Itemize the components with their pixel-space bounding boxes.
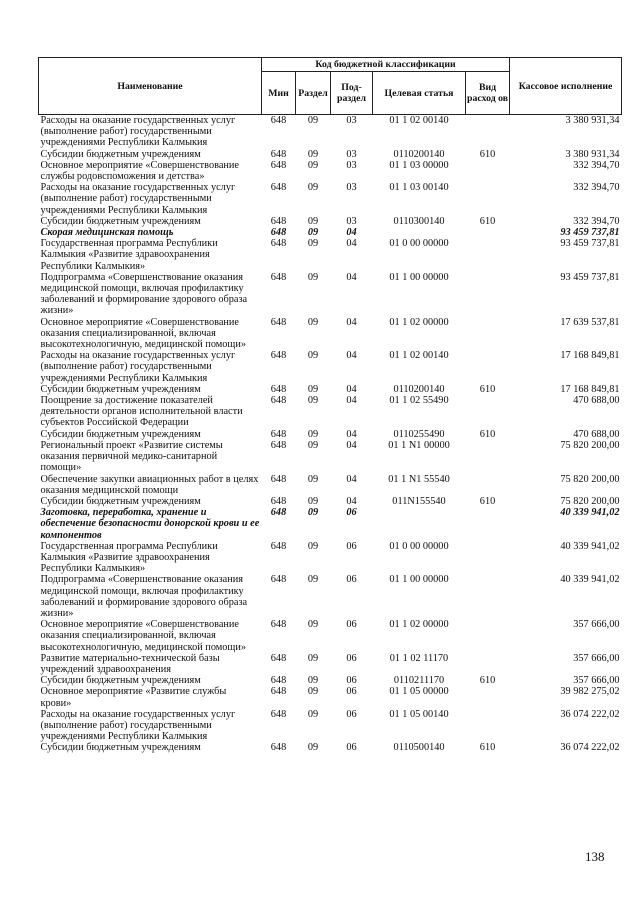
cell-target: 0110200140 xyxy=(393,383,445,395)
cell-vid xyxy=(466,541,510,575)
header-podrazdel: Под- раздел xyxy=(331,72,373,115)
cell-podrazdel: 03 xyxy=(346,159,357,171)
cell-razdel: 09 xyxy=(307,316,319,328)
cell-name: Расходы на оказание государственных услуг (выполнение работ) государственными учреждениями Республики Калмыкия xyxy=(40,182,236,216)
cell-amount: 75 820 200,00 xyxy=(560,473,620,485)
cell-razdel: 09 xyxy=(307,350,319,362)
cell-amount: 470 688,00 xyxy=(573,428,620,440)
cell-amount: 357 666,00 xyxy=(573,619,620,631)
cell-target: 01 1 02 55490 xyxy=(389,395,449,407)
cell-vid xyxy=(466,686,510,708)
cell-target: 0110211170 xyxy=(393,675,445,687)
cell-razdel: 09 xyxy=(307,395,319,407)
cell-podrazdel: 04 xyxy=(346,495,357,507)
cell-razdel: 09 xyxy=(307,238,319,250)
cell-vid xyxy=(466,115,510,149)
cell-podrazdel: 03 xyxy=(346,215,357,227)
cell-min: 648 xyxy=(270,271,287,283)
header-razdel: Раздел xyxy=(296,72,331,115)
table-row xyxy=(39,742,622,753)
cell-min: 648 xyxy=(270,742,287,754)
table-row xyxy=(39,384,622,395)
cell-target: 01 1 03 00140 xyxy=(389,182,449,194)
cell-amount: 470 688,00 xyxy=(573,395,620,407)
cell-podrazdel: 04 xyxy=(346,473,357,485)
budget-table xyxy=(38,57,622,754)
cell-vid xyxy=(466,350,510,384)
cell-vid xyxy=(466,160,510,182)
table-row xyxy=(39,149,622,160)
cell-name: Основное мероприятие «Совершенствование оказания специализированной, включая высокотехнологичную, медицинской помощи» xyxy=(40,619,247,653)
cell-podrazdel: 06 xyxy=(346,742,357,754)
cell-podrazdel: 06 xyxy=(346,507,357,519)
cell-min: 648 xyxy=(270,675,287,687)
cell-name: Расходы на оказание государственных услуг (выполнение работ) государственными учреждениями Республики Калмыкия xyxy=(40,708,236,743)
cell-amount: 3 380 931,34 xyxy=(565,148,620,160)
cell-amount: 332 394,70 xyxy=(573,159,620,171)
cell-razdel: 09 xyxy=(307,574,319,586)
cell-razdel: 09 xyxy=(307,619,319,631)
table-row xyxy=(39,272,622,317)
table-body xyxy=(39,115,622,754)
cell-min: 648 xyxy=(270,350,287,362)
cell-podrazdel: 03 xyxy=(346,182,357,194)
cell-amount: 332 394,70 xyxy=(573,182,620,194)
table-row xyxy=(39,653,622,675)
cell-podrazdel: 04 xyxy=(346,428,357,440)
page-number: 138 xyxy=(585,849,605,864)
table-row xyxy=(39,227,622,238)
cell-min: 648 xyxy=(270,686,287,698)
cell-name: Развитие материально-технической базы учреждений здравоохранения xyxy=(40,652,220,675)
cell-min: 648 xyxy=(270,115,287,126)
cell-podrazdel: 04 xyxy=(346,316,357,328)
cell-vid xyxy=(466,182,510,216)
cell-amount: 357 666,00 xyxy=(573,652,620,664)
cell-name: Расходы на оказание государственных услуг (выполнение работ) государственными учреждениями Республики Калмыкия xyxy=(40,350,236,384)
cell-razdel: 09 xyxy=(307,708,319,720)
table-row xyxy=(39,619,622,653)
cell-target: 01 1 05 00140 xyxy=(389,708,449,720)
cell-target: 01 1 N1 00000 xyxy=(388,439,450,451)
cell-razdel: 09 xyxy=(307,159,319,171)
header-target: Целевая статья xyxy=(373,72,466,115)
cell-name: Субсидии бюджетным учреждениям xyxy=(40,495,201,507)
cell-min: 648 xyxy=(270,159,287,171)
cell-name: Подпрограмма «Совершенствование оказания медицинской помощи, включая профилактику заболеваний и формирование здорового образа жизни» xyxy=(40,574,248,619)
cell-vid xyxy=(466,709,510,743)
cell-podrazdel: 04 xyxy=(346,227,357,239)
cell-min: 648 xyxy=(270,708,287,720)
cell-podrazdel: 04 xyxy=(346,238,357,250)
cell-razdel: 09 xyxy=(307,115,319,126)
cell-amount: 93 459 737,81 xyxy=(560,271,620,283)
cell-min: 648 xyxy=(270,227,287,239)
cell-vid: 610 xyxy=(479,428,496,440)
cell-target: 01 1 03 00000 xyxy=(389,159,449,171)
cell-podrazdel: 06 xyxy=(346,652,357,664)
cell-vid xyxy=(466,238,510,272)
cell-target: 0110300140 xyxy=(393,215,445,227)
cell-podrazdel: 06 xyxy=(346,619,357,631)
cell-name: Основное мероприятие «Развитие службы крови» xyxy=(40,686,227,709)
cell-name: Подпрограмма «Совершенствование оказания медицинской помощи, включая профилактику заболеваний и формирование здорового образа жизни» xyxy=(40,271,248,317)
cell-name: Государственная программа Республики Калмыкия «Развитие здравоохранения Республики Калмыкия» xyxy=(40,238,218,272)
cell-name: Субсидии бюджетным учреждениям xyxy=(40,148,201,160)
cell-name: Обеспечение закупки авиационных работ в целях оказания медицинской помощи xyxy=(40,473,259,496)
cell-podrazdel: 06 xyxy=(346,708,357,720)
cell-target xyxy=(373,507,466,541)
cell-podrazdel: 04 xyxy=(346,350,357,362)
cell-min: 648 xyxy=(270,316,287,328)
table-row xyxy=(39,350,622,384)
cell-vid: 610 xyxy=(479,675,496,687)
cell-vid xyxy=(466,440,510,474)
cell-razdel: 09 xyxy=(307,473,319,485)
cell-razdel: 09 xyxy=(307,652,319,664)
cell-min: 648 xyxy=(270,652,287,664)
cell-vid: 610 xyxy=(479,742,496,754)
header-classification-group: Код бюджетной классификации xyxy=(262,58,510,72)
table-row xyxy=(39,440,622,474)
cell-min: 648 xyxy=(270,439,287,451)
cell-min: 648 xyxy=(270,148,287,160)
cell-podrazdel: 04 xyxy=(346,439,357,451)
header-min: Мин xyxy=(262,72,296,115)
cell-min: 648 xyxy=(270,507,287,519)
cell-razdel: 09 xyxy=(307,439,319,451)
cell-podrazdel: 03 xyxy=(346,115,357,126)
cell-vid xyxy=(466,619,510,653)
table-row xyxy=(39,216,622,227)
table-row xyxy=(39,317,622,351)
cell-vid xyxy=(466,395,510,429)
cell-name: Расходы на оказание государственных услуг (выполнение работ) государственными учреждениями Республики Калмыкия xyxy=(40,115,236,149)
table-row xyxy=(39,160,622,182)
table-row xyxy=(39,429,622,440)
cell-target: 01 1 02 11170 xyxy=(389,652,449,664)
cell-target: 01 1 02 00000 xyxy=(389,619,449,631)
cell-razdel: 09 xyxy=(307,507,319,519)
cell-min: 648 xyxy=(270,473,287,485)
cell-podrazdel: 04 xyxy=(346,395,357,407)
table-row xyxy=(39,675,622,686)
cell-podrazdel: 06 xyxy=(346,686,357,698)
cell-amount: 36 074 222,02 xyxy=(560,742,620,754)
table-row xyxy=(39,496,622,507)
cell-vid xyxy=(466,227,510,238)
cell-min: 648 xyxy=(270,495,287,507)
cell-razdel: 09 xyxy=(307,227,319,239)
cell-amount: 17 168 849,81 xyxy=(560,350,620,362)
table-row xyxy=(39,709,622,743)
cell-min: 648 xyxy=(270,428,287,440)
cell-amount: 3 380 931,34 xyxy=(565,115,620,126)
cell-amount: 17 168 849,81 xyxy=(560,383,620,395)
cell-target: 01 0 00 00000 xyxy=(389,238,449,250)
cell-target xyxy=(373,227,466,238)
cell-name: Основное мероприятие «Совершенствование службы родовспоможения и детства» xyxy=(40,159,239,183)
cell-vid xyxy=(466,317,510,351)
cell-target: 0110500140 xyxy=(393,742,445,754)
cell-razdel: 09 xyxy=(307,215,319,227)
cell-name: Субсидии бюджетным учреждениям xyxy=(40,675,201,687)
header-amount: Кассовое исполнение xyxy=(510,58,622,115)
cell-target: 0110255490 xyxy=(393,428,445,440)
table-row xyxy=(39,574,622,619)
cell-podrazdel: 06 xyxy=(346,574,357,586)
cell-vid xyxy=(466,653,510,675)
cell-vid xyxy=(466,574,510,619)
table-row xyxy=(39,395,622,429)
cell-name: Субсидии бюджетным учреждениям xyxy=(40,428,201,440)
cell-min: 648 xyxy=(270,182,287,194)
cell-vid: 610 xyxy=(479,215,496,227)
cell-amount: 93 459 737,81 xyxy=(560,238,620,250)
cell-vid: 610 xyxy=(479,495,496,507)
cell-razdel: 09 xyxy=(307,675,319,687)
cell-target: 01 0 00 00000 xyxy=(389,540,449,552)
cell-podrazdel: 04 xyxy=(346,271,357,283)
cell-min: 648 xyxy=(270,574,287,586)
cell-vid xyxy=(466,507,510,541)
header-name: Наименование xyxy=(39,58,262,115)
cell-razdel: 09 xyxy=(307,540,319,552)
cell-podrazdel: 04 xyxy=(346,383,357,395)
cell-name: Скорая медицинская помощь xyxy=(40,227,174,239)
table-row xyxy=(39,507,622,541)
cell-min: 648 xyxy=(270,383,287,395)
table-row xyxy=(39,541,622,575)
cell-min: 648 xyxy=(270,395,287,407)
cell-target: 0110200140 xyxy=(393,148,445,160)
cell-amount: 39 982 275,02 xyxy=(560,686,620,698)
cell-target: 011N155540 xyxy=(392,495,446,507)
cell-razdel: 09 xyxy=(307,383,319,395)
cell-razdel: 09 xyxy=(307,686,319,698)
cell-name: Государственная программа Республики Калмыкия «Развитие здравоохранения Республики Калмыкия» xyxy=(40,540,218,575)
cell-name: Основное мероприятие «Совершенствование оказания специализированной, включая высокотехнологичную, медицинской помощи» xyxy=(40,316,247,351)
cell-min: 648 xyxy=(270,619,287,631)
cell-name: Региональный проект «Развитие системы оказания первичной медико-санитарной помощи» xyxy=(40,439,223,474)
table-row xyxy=(39,238,622,272)
cell-target: 01 1 N1 55540 xyxy=(388,473,450,485)
cell-vid xyxy=(466,474,510,496)
cell-razdel: 09 xyxy=(307,495,319,507)
cell-amount: 93 459 737,81 xyxy=(560,227,620,239)
cell-vid: 610 xyxy=(479,148,496,160)
cell-min: 648 xyxy=(270,215,287,227)
cell-amount: 75 820 200,00 xyxy=(560,495,620,507)
cell-name: Заготовка, переработка, хранение и обеспечение безопасности донорской крови и ее компонентов xyxy=(40,507,260,541)
cell-razdel: 09 xyxy=(307,271,319,283)
table-row xyxy=(39,686,622,708)
cell-name: Субсидии бюджетным учреждениям xyxy=(40,742,201,754)
cell-podrazdel: 03 xyxy=(346,148,357,160)
table-row xyxy=(39,115,622,149)
cell-amount: 40 339 941,02 xyxy=(560,540,620,552)
cell-name: Субсидии бюджетным учреждениям xyxy=(40,383,201,395)
cell-razdel: 09 xyxy=(307,742,319,754)
cell-name: Субсидии бюджетным учреждениям xyxy=(40,215,201,227)
cell-podrazdel: 06 xyxy=(346,540,357,552)
cell-amount: 332 394,70 xyxy=(573,215,620,227)
header-vid: Вид расход ов xyxy=(466,72,510,115)
cell-amount: 75 820 200,00 xyxy=(560,439,620,451)
cell-amount: 36 074 222,02 xyxy=(560,708,620,720)
cell-target: 01 1 05 00000 xyxy=(389,686,449,698)
cell-razdel: 09 xyxy=(307,182,319,194)
cell-target: 01 1 02 00140 xyxy=(389,115,449,126)
cell-vid xyxy=(466,272,510,317)
cell-amount: 40 339 941,02 xyxy=(560,574,620,586)
cell-name: Поощрение за достижение показателей деятельности органов исполнительной власти субъектов Российской Федерации xyxy=(40,395,243,429)
cell-min: 648 xyxy=(270,238,287,250)
cell-target: 01 1 00 00000 xyxy=(389,574,449,586)
cell-razdel: 09 xyxy=(307,428,319,440)
cell-razdel: 09 xyxy=(307,148,319,160)
cell-podrazdel: 06 xyxy=(346,675,357,687)
table-row xyxy=(39,474,622,496)
cell-vid: 610 xyxy=(479,383,496,395)
cell-min: 648 xyxy=(270,540,287,552)
table-row xyxy=(39,182,622,216)
cell-amount: 40 339 941,02 xyxy=(560,507,620,519)
cell-amount: 357 666,00 xyxy=(573,675,620,687)
cell-target: 01 1 02 00000 xyxy=(389,316,449,328)
cell-target: 01 1 02 00140 xyxy=(389,350,449,362)
cell-amount: 17 639 537,81 xyxy=(560,316,620,328)
cell-target: 01 1 00 00000 xyxy=(389,271,449,283)
